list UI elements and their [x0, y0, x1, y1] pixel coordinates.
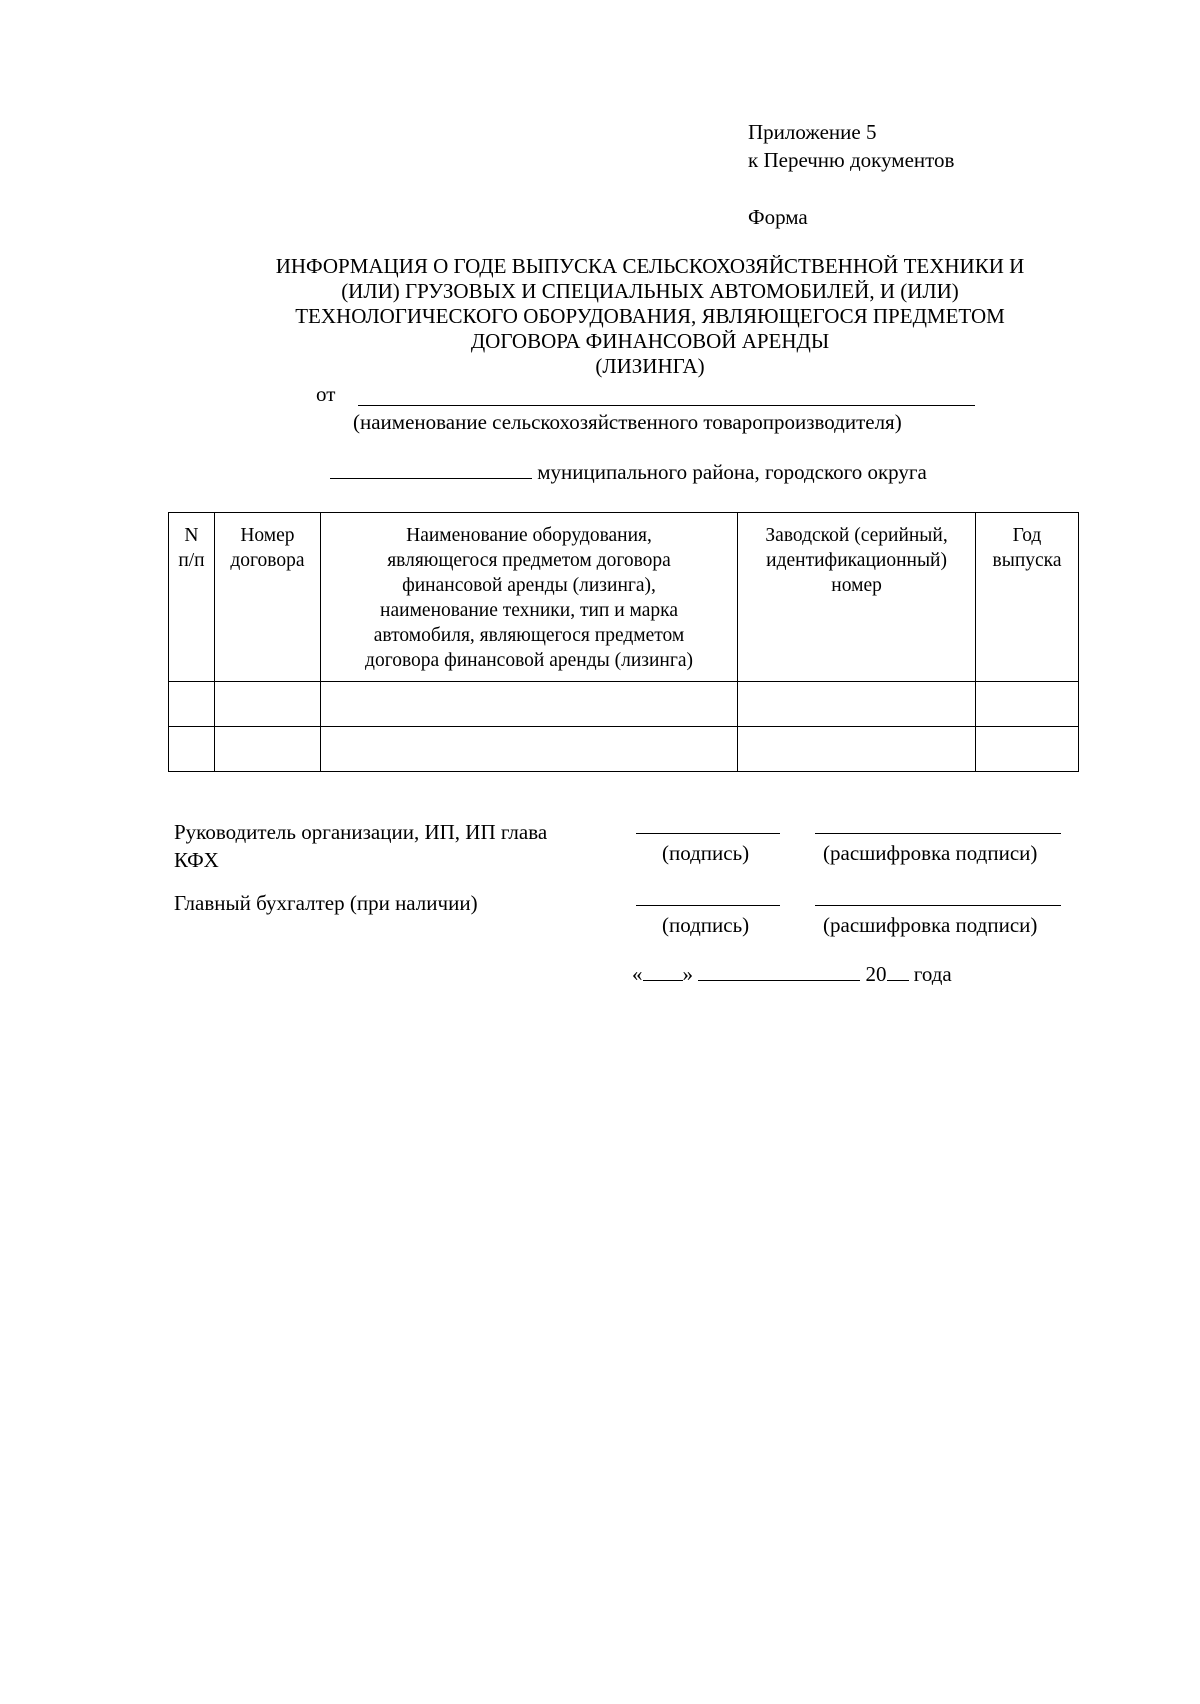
year-prefix: 20 [865, 962, 887, 986]
accountant-label: Главный бухгалтер (при наличии) [174, 891, 478, 915]
table-cell[interactable] [738, 727, 976, 772]
date-close-quote: » [682, 962, 693, 986]
table-cell[interactable] [976, 727, 1079, 772]
title-line: ДОГОВОРА ФИНАНСОВОЙ АРЕНДЫ [470, 329, 830, 353]
year-suffix: года [913, 962, 952, 986]
day-field[interactable] [643, 962, 683, 981]
accountant-signature-caption: (подпись) [662, 913, 750, 937]
title-line: (ЛИЗИНГА) [595, 354, 705, 378]
head-signature-decoding-field[interactable] [815, 833, 1061, 834]
table-cell[interactable] [169, 727, 215, 772]
date-open-quote: « [632, 962, 643, 986]
table-cell[interactable] [738, 682, 976, 727]
column-header-serial-number: Заводской (серийный, идентификационный) номер [738, 513, 976, 682]
column-header-number: N п/п [169, 513, 215, 682]
leasing-info-table [168, 512, 1079, 772]
head-decoding-caption: (расшифровка подписи) [823, 841, 1038, 865]
head-signature-field[interactable] [636, 833, 780, 834]
district-row [330, 460, 927, 485]
accountant-decoding-caption: (расшифровка подписи) [823, 913, 1038, 937]
appendix-number: Приложение 5 [748, 120, 877, 144]
accountant-signature-decoding-field[interactable] [815, 905, 1061, 906]
district-name-field[interactable] [330, 460, 532, 479]
from-label: от [316, 382, 336, 406]
column-header-contract-number: Номер договора [214, 513, 320, 682]
head-signatory-label: Руководитель организации, ИП, ИП глава КФХ [174, 820, 548, 872]
table-row [169, 727, 1079, 772]
column-header-equipment-name: Наименование оборудования, являющегося предметом договора финансовой аренды (лизинга), наименование техники, тип и марка автомобиля, являющегося предметом договора финансовой аренды (лизинга) [320, 513, 737, 682]
title-line: ТЕХНОЛОГИЧЕСКОГО ОБОРУДОВАНИЯ, ЯВЛЯЮЩЕГОСЯ ПРЕДМЕТОМ [295, 304, 1005, 328]
table-cell[interactable] [320, 682, 737, 727]
appendix-reference: к Перечню документов [748, 148, 955, 172]
producer-name-field[interactable] [358, 405, 975, 406]
year-field[interactable] [887, 962, 909, 981]
table-header-row [169, 513, 1079, 682]
column-header-year: Год выпуска [976, 513, 1079, 682]
date-row [632, 962, 952, 987]
title-line: (ИЛИ) ГРУЗОВЫХ И СПЕЦИАЛЬНЫХ АВТОМОБИЛЕЙ, И (ИЛИ) [341, 279, 959, 303]
district-suffix: муниципального района, городского округа [537, 460, 927, 484]
month-field[interactable] [698, 962, 860, 981]
accountant-signature-field[interactable] [636, 905, 780, 906]
table-cell[interactable] [320, 727, 737, 772]
table-cell[interactable] [976, 682, 1079, 727]
form-label: Форма [748, 205, 808, 229]
from-row [316, 382, 1016, 412]
producer-name-caption: (наименование сельскохозяйственного товаропроизводителя) [353, 410, 902, 434]
table-cell[interactable] [214, 682, 320, 727]
document-title [200, 254, 1100, 379]
head-signature-caption: (подпись) [662, 841, 750, 865]
table-cell[interactable] [214, 727, 320, 772]
appendix-header [748, 118, 954, 174]
table-cell[interactable] [169, 682, 215, 727]
title-line: ИНФОРМАЦИЯ О ГОДЕ ВЫПУСКА СЕЛЬСКОХОЗЯЙСТВЕННОЙ ТЕХНИКИ И [275, 254, 1025, 278]
table-row [169, 682, 1079, 727]
